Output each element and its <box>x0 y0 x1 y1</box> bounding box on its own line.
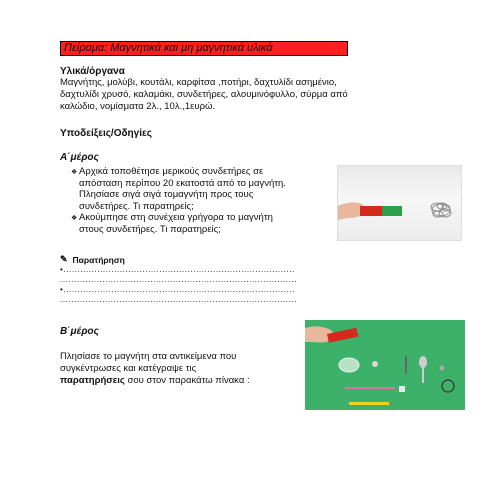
part-b-bold-word: παρατηρήσεις <box>60 375 125 386</box>
pencil-icon: ✎ <box>60 254 68 264</box>
bullet-item-2 <box>71 212 333 235</box>
bullet-2-line-2: στους συνδετήρες. Τι παρατηρείς; <box>79 223 221 235</box>
part-a-bullets <box>71 166 333 235</box>
bullet-1-line-3: Πλησίασε σιγά σιγά τομαγνήτη προς τους <box>79 189 254 200</box>
bullet-1-line-1: Αρχικά τοποθέτησε μερικούς συνδετήρες σε <box>79 166 264 177</box>
part-a-heading: Α΄μέρος <box>60 152 99 163</box>
observation-line-2: .................................................................................... <box>60 275 298 284</box>
part-b-line-1: Πλησίασε το μαγνήτη στα αντικείμενα που <box>60 351 237 362</box>
materials-text <box>60 77 440 113</box>
pin-object <box>405 356 407 374</box>
observation-heading: Παρατήρηση <box>72 254 125 265</box>
spoon-head <box>419 356 427 368</box>
bullet-1-line-4: συνδετήρες. Τι παρατηρείς; <box>79 200 194 212</box>
bullet-icon: ❖ <box>71 169 78 176</box>
pencil-object <box>349 402 389 405</box>
objects-illustration <box>305 320 465 410</box>
bullet-2-line-1: Ακούμπησε στη συνέχεια γρήγορα το μαγνήτη <box>79 212 273 223</box>
straw-object <box>345 387 395 389</box>
observation-line-4: .................................................................................... <box>60 295 298 304</box>
wire-ring-object <box>442 380 454 392</box>
materials-line-3: καλώδιο, νομίσματα 2λ., 10λ.,1ευρώ. <box>60 101 216 112</box>
paperclips-pile <box>431 203 451 217</box>
ring-object <box>440 366 445 371</box>
observation-heading-row <box>60 254 125 265</box>
observation-line-3: •.................................................................................. <box>60 285 295 294</box>
magnet-green-pole <box>382 206 402 216</box>
photo-illustration <box>338 166 462 241</box>
magnet-red <box>327 328 358 343</box>
bullet-1-line-2: απόσταση περίπου 20 εκατοστά από το μαγνήτη. <box>79 177 286 189</box>
foil-object <box>399 386 405 392</box>
part-b-heading: Β΄μέρος <box>60 326 99 337</box>
observation-lines <box>60 265 385 305</box>
materials-line-1: Μαγνήτης, μολύβι, κουτάλι, καρφίτσα ,ποτήρι, δαχτυλίδι ασημένιο, <box>60 77 337 88</box>
part-b-line-3-rest: σου στον παρακάτω πίνακα : <box>124 375 250 386</box>
magnet-paperclips-photo <box>337 165 462 241</box>
bullet-item-1 <box>71 166 333 212</box>
magnet-red-pole <box>360 206 382 216</box>
part-b-line-3 <box>60 375 295 387</box>
part-b-text <box>60 351 295 387</box>
glass-object <box>339 358 359 372</box>
page-title: Πείραμα: Μαγνητικά και μη μαγνητικά υλικά <box>60 41 348 56</box>
materials-heading: Υλικά/όργανα <box>60 66 125 77</box>
coin-object <box>372 361 378 367</box>
observation-line-1: •.................................................................................. <box>60 265 295 274</box>
part-b-line-2: συγκέντρωσες και κατέγραψε τις <box>60 363 197 374</box>
objects-photo <box>305 320 465 410</box>
spoon-handle <box>422 367 424 383</box>
materials-line-2: δαχτυλίδι χρυσό, καλαμάκι, συνδετήρες, αλουμινόφυλλο, σύρμα από <box>60 89 348 100</box>
bullet-icon: ❖ <box>71 215 78 222</box>
instructions-heading: Υποδείξεις/Οδηγίες <box>60 128 152 139</box>
